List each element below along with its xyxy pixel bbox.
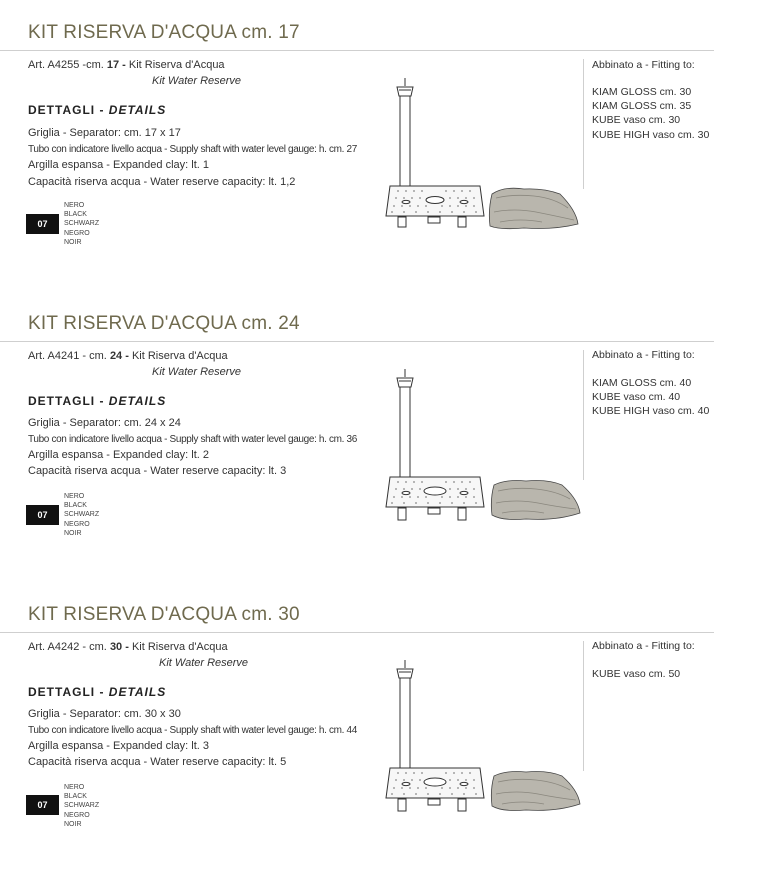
title-divider <box>0 632 714 633</box>
section-title: KIT RISERVA D'ACQUA cm. 17 <box>28 22 300 43</box>
fitting-item: KIAM GLOSS cm. 40 <box>592 377 692 389</box>
water-reserve-kit-illustration <box>384 76 584 236</box>
fitting-item: KUBE HIGH vaso cm. 40 <box>592 405 710 417</box>
article-line <box>28 641 228 653</box>
spec-supply-shaft: Tubo con indicatore livello acqua - Supply shaft with water level gauge: h. cm. 27 <box>28 144 357 155</box>
spec-expanded-clay: Argilla espansa - Expanded clay: lt. 3 <box>28 740 209 752</box>
fitting-item: KUBE vaso cm. 30 <box>592 114 681 126</box>
expanded-clay-drawing <box>491 772 580 811</box>
article-subtitle: Kit Water Reserve <box>152 75 242 87</box>
spec-separator: Griglia - Separator: cm. 24 x 24 <box>28 417 181 429</box>
article-name: Kit Riserva d'Acqua <box>131 641 228 653</box>
article-subtitle: Kit Water Reserve <box>152 366 242 378</box>
supply-shaft-drawing <box>397 660 413 772</box>
water-reserve-kit-illustration <box>384 367 584 527</box>
details-heading: DETTAGLI - DETAILS <box>28 394 167 408</box>
fitting-item: KUBE HIGH vaso cm. 30 <box>592 129 710 141</box>
title-divider <box>0 50 714 51</box>
supply-shaft-drawing <box>397 369 413 481</box>
article-line <box>28 59 225 71</box>
spec-expanded-clay: Argilla espansa - Expanded clay: lt. 1 <box>28 159 209 171</box>
spec-separator: Griglia - Separator: cm. 30 x 30 <box>28 708 181 720</box>
separator-grid-drawing <box>386 186 484 227</box>
fitting-item: KIAM GLOSS cm. 30 <box>592 86 692 98</box>
article-size: 30 - <box>109 641 129 653</box>
supply-shaft-drawing <box>397 78 413 190</box>
article-code: Art. A4242 - cm. <box>28 641 107 653</box>
spec-water-capacity: Capacità riserva acqua - Water reserve capacity: lt. 3 <box>28 465 287 477</box>
color-code-badge: 07 <box>26 505 59 525</box>
color-names: NERO BLACK SCHWARZ NEGRO NOIR <box>64 202 100 246</box>
spec-supply-shaft: Tubo con indicatore livello acqua - Supply shaft with water level gauge: h. cm. 36 <box>28 434 357 445</box>
color-names: NERO BLACK SCHWARZ NEGRO NOIR <box>64 493 100 537</box>
color-code-badge: 07 <box>26 795 59 815</box>
separator-grid-drawing <box>386 768 484 811</box>
fitting-header: Abbinato a - Fitting to: <box>592 349 695 361</box>
product-section-30 <box>0 582 760 872</box>
product-section-17 <box>0 0 760 290</box>
water-reserve-kit-illustration <box>384 658 584 818</box>
fitting-header: Abbinato a - Fitting to: <box>592 59 695 71</box>
expanded-clay-drawing <box>489 188 578 228</box>
product-section-24 <box>0 291 760 581</box>
fitting-item: KUBE vaso cm. 40 <box>592 391 681 403</box>
section-title: KIT RISERVA D'ACQUA cm. 24 <box>28 313 300 334</box>
section-title: KIT RISERVA D'ACQUA cm. 30 <box>28 604 300 625</box>
fitting-header: Abbinato a - Fitting to: <box>592 640 695 652</box>
article-subtitle: Kit Water Reserve <box>159 657 249 669</box>
color-code-badge: 07 <box>26 214 59 234</box>
color-names: NERO BLACK SCHWARZ NEGRO NOIR <box>64 784 100 828</box>
spec-expanded-clay: Argilla espansa - Expanded clay: lt. 2 <box>28 449 209 461</box>
fitting-item: KIAM GLOSS cm. 35 <box>592 100 692 112</box>
article-name: Kit Riserva d'Acqua <box>131 350 228 362</box>
article-name: Kit Riserva d'Acqua <box>128 59 225 71</box>
spec-water-capacity: Capacità riserva acqua - Water reserve capacity: lt. 1,2 <box>28 176 296 188</box>
spec-supply-shaft: Tubo con indicatore livello acqua - Supply shaft with water level gauge: h. cm. 44 <box>28 725 357 736</box>
spec-water-capacity: Capacità riserva acqua - Water reserve capacity: lt. 5 <box>28 756 287 768</box>
fitting-item: KUBE vaso cm. 50 <box>592 668 681 680</box>
expanded-clay-drawing <box>491 481 580 520</box>
article-line <box>28 350 228 362</box>
article-code: Art. A4255 -cm. <box>28 59 104 71</box>
details-heading: DETTAGLI - DETAILS <box>28 685 167 699</box>
article-size: 24 - <box>109 350 129 362</box>
spec-separator: Griglia - Separator: cm. 17 x 17 <box>28 127 181 139</box>
details-heading: DETTAGLI - DETAILS <box>28 103 167 117</box>
separator-grid-drawing <box>386 477 484 520</box>
article-code: Art. A4241 - cm. <box>28 350 107 362</box>
article-size: 17 - <box>106 59 126 71</box>
title-divider <box>0 341 714 342</box>
